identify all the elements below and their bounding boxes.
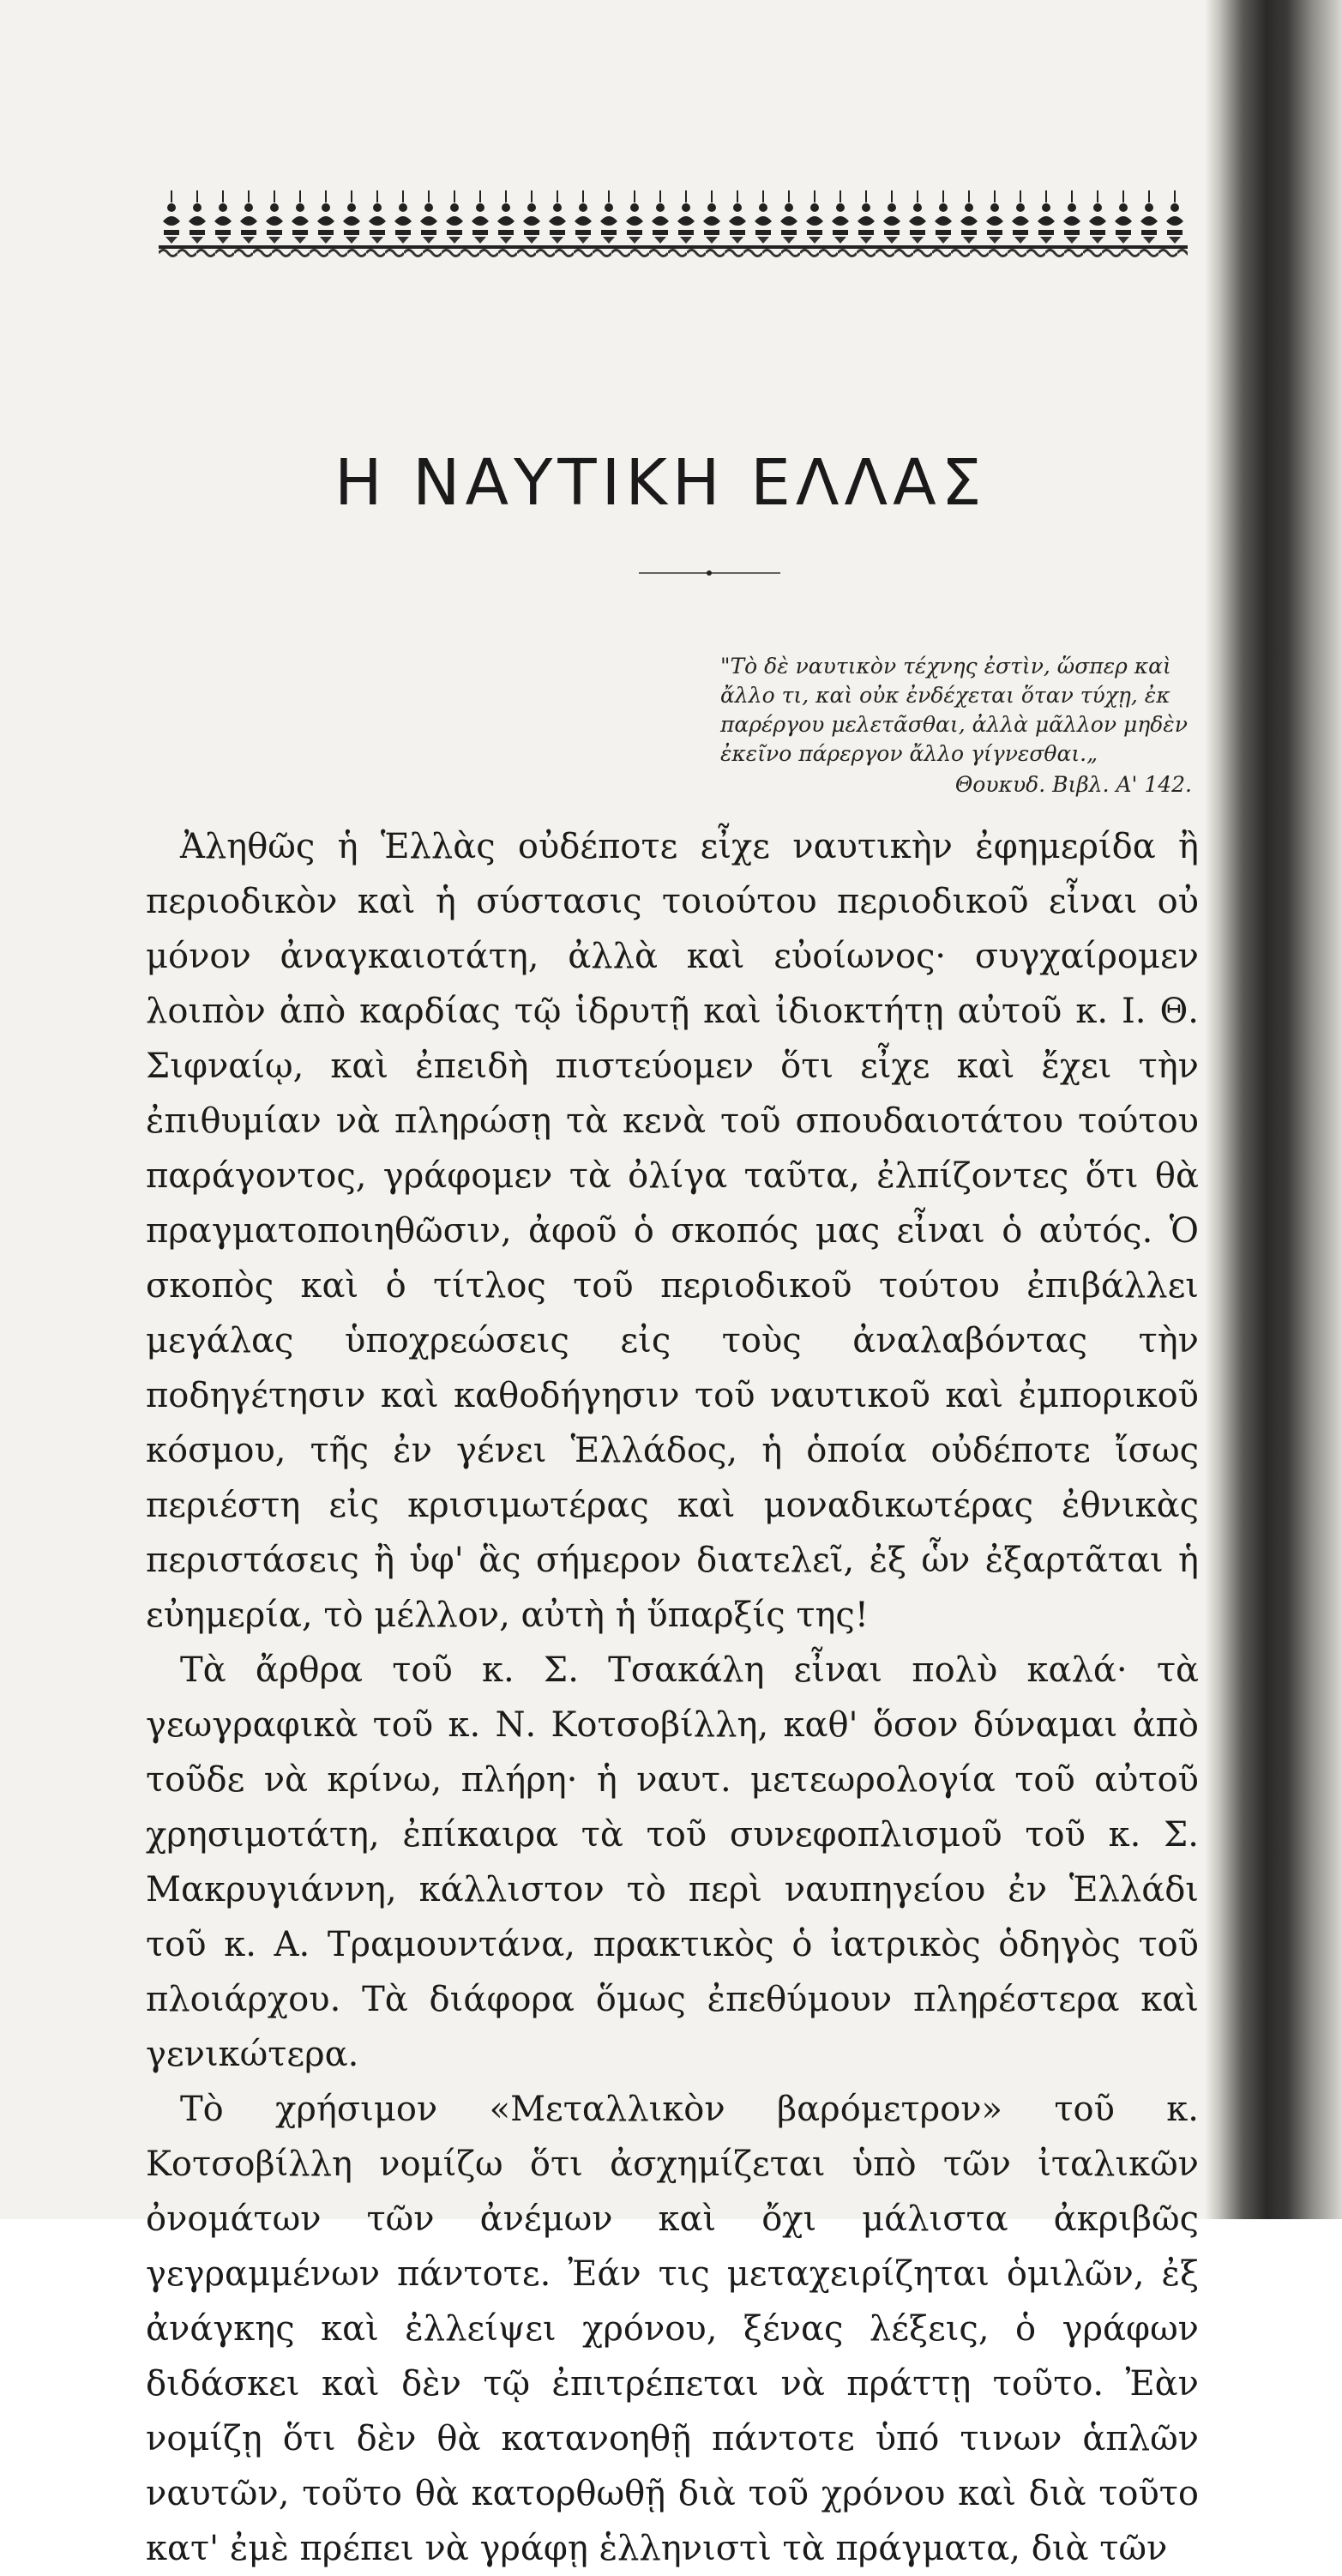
epigraph [720, 652, 1201, 799]
paragraph-2: Τὰ ἄρθρα τοῦ κ. Σ. Τσακάλη εἶναι πολὺ καλά· τὰ γεωγραφικὰ τοῦ κ. Ν. Κοτσοβίλλη, καθ' ὅσον δύναμαι ἀπὸ τοῦδε νὰ κρίνω, πλήρη· ἡ ναυτ. μετεωρολογία τοῦ αὐτοῦ χρησιμοτάτη, ἐπίκαιρα τὰ τοῦ συνεφοπλισμοῦ τοῦ κ. Σ. Μακρυγιάννη, κάλλιστον τὸ περὶ ναυπηγείου ἐν Ἑλλάδι τοῦ κ. Α. Τραμουντάνα, πρακτικὸς ὁ ἰατρικὸς ὁδηγὸς τοῦ πλοιάρχου. Τὰ διάφορα ὅμως ἐπεθύμουν πληρέστερα καὶ γενικώτερα. [146, 1650, 1199, 2074]
decorative-ornament-border [159, 187, 1188, 262]
epigraph-quote: "Τὸ δὲ ναυτικὸν τέχνης ἐστὶν, ὥσπερ καὶ ἄλλο τι, καὶ οὐκ ἐνδέχεται ὅταν τύχῃ, ἐκ παρέργου μελετᾶσθαι, ἀλλὰ μᾶλλον μηδὲν ἐκεῖνο πάρεργον ἄλλο γίγνεσθαι.„ [720, 654, 1188, 766]
paragraph-3: Τὸ χρήσιμον «Μεταλλικὸν βαρόμετρον» τοῦ κ. Κοτσοβίλλη νομίζω ὅτι ἀσχημίζεται ὑπὸ τῶν ἰταλικῶν ὀνομάτων τῶν ἀνέμων καὶ ὄχι μάλιστα ἀκριβῶς γεγραμμένων πάντοτε. Ἐάν τις μεταχειρίζηται ὁμιλῶν, ἐξ ἀνάγκης καὶ ἐλλείψει χρόνου, ξένας λέξεις, ὁ γράφων διδάσκει καὶ δὲν τῷ ἐπιτρέπεται νὰ πράττῃ τοῦτο. Ἐὰν νομίζῃ ὅτι δὲν θὰ κατανοηθῇ πάντοτε ὑπό τινων ἁπλῶν ναυτῶν, τοῦτο θὰ κατορθωθῇ διὰ τοῦ χρόνου καὶ διὰ τοῦτο κατ' ἐμὲ πρέπει νὰ γράφῃ ἑλληνιστὶ τὰ πράγματα, διὰ τῶν [146, 2090, 1199, 2568]
article-body [146, 819, 1199, 2576]
page-title: Η ΝΑΥΤΙΚΗ ΕΛΛΑΣ [334, 446, 987, 520]
paragraph-1: Ἀληθῶς ἡ Ἑλλὰς οὐδέποτε εἶχε ναυτικὴν ἐφημερίδα ἢ περιοδικὸν καὶ ἡ σύστασις τοιούτου περιοδικοῦ εἶναι οὐ μόνον ἀναγκαιοτάτη, ἀλλὰ καὶ εὐοίωνος· συγχαίρομεν λοιπὸν ἀπὸ καρδίας τῷ ἱδρυτῇ καὶ ἰδιοκτήτῃ αὐτοῦ κ. Ι. Θ. Σιφναίῳ, καὶ ἐπειδὴ πιστεύομεν ὅτι εἶχε καὶ ἔχει τὴν ἐπιθυμίαν νὰ πληρώσῃ τὰ κενὰ τοῦ σπουδαιοτάτου τούτου παράγοντος, γράφομεν τὰ ὀλίγα ταῦτα, ἐλπίζοντες ὅτι θὰ πραγματοποιηθῶσιν, ἀφοῦ ὁ σκοπός μας εἶναι ὁ αὐτός. Ὁ σκοπὸς καὶ ὁ τίτλος τοῦ περιοδικοῦ τούτου ἐπιβάλλει μεγάλας ὑποχρεώσεις εἰς τοὺς ἀναλαβόντας τὴν ποδηγέτησιν καὶ καθοδήγησιν τοῦ ναυτικοῦ καὶ ἐμπορικοῦ κόσμου, τῆς ἐν γένει Ἑλλάδος, ἡ ὁποία οὐδέποτε ἴσως περιέστη εἰς κρισιμωτέρας καὶ μοναδικωτέρας ἐθνικὰς περιστάσεις ἢ ὑφ' ἃς σήμερον διατελεῖ, ἐξ ὧν ἐξαρτᾶται ἡ εὐημερία, τὸ μέλλον, αὐτὴ ἡ ὕπαρξίς της! [146, 827, 1199, 1635]
title-divider [639, 570, 780, 576]
book-gutter [1205, 0, 1342, 2219]
epigraph-source: Θουκυδ. Βιβλ. Α' 142. [954, 772, 1192, 797]
